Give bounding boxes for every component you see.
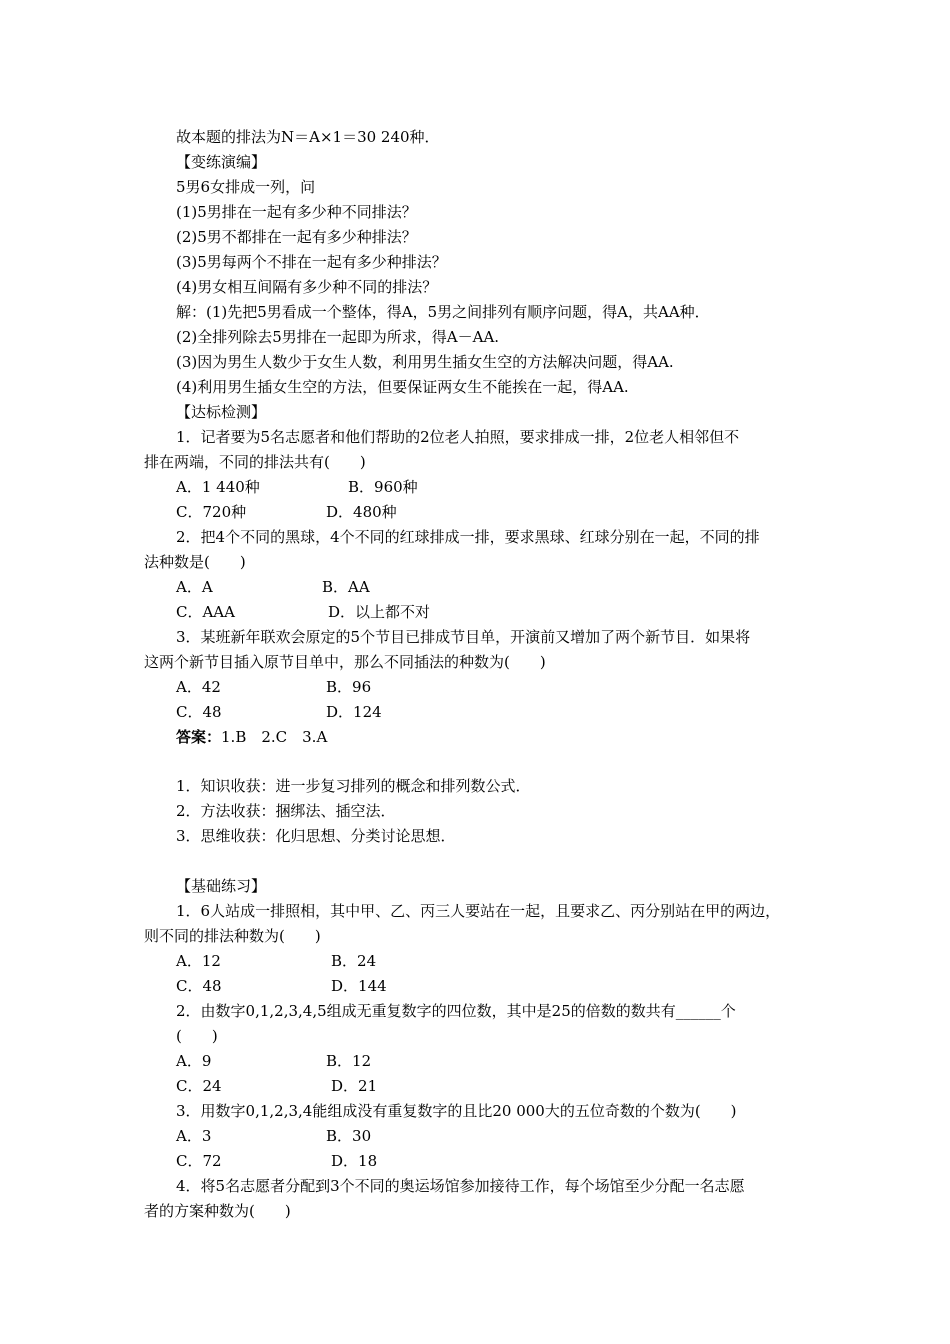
option-c: C．72 — [176, 1152, 222, 1170]
option-b: B．24 — [331, 952, 377, 970]
option-d: D．124 — [326, 703, 382, 721]
option-c: C．720种 — [176, 503, 247, 521]
answer-text: 1.B 2.C 3.A — [221, 728, 328, 746]
option-c: C．24 — [176, 1077, 222, 1095]
option-row — [176, 1149, 856, 1173]
question-text: 法种数是( ) — [144, 553, 246, 571]
question-text: 3．某班新年联欢会原定的5个节目已排成节目单，开演前又增加了两个新节目．如果将 — [176, 628, 751, 646]
option-row — [176, 575, 856, 599]
text-line: (1)5男排在一起有多少种不同排法？ — [176, 203, 417, 221]
option-d: D．21 — [331, 1077, 378, 1095]
summary-line: 1．知识收获：进一步复习排列的概念和排列数公式． — [176, 777, 531, 795]
option-d: D．18 — [331, 1152, 378, 1170]
question-text: 排在两端，不同的排法共有( ) — [144, 453, 366, 471]
option-a: A．1 440种 — [176, 478, 260, 496]
question-text: 者的方案种数为( ) — [144, 1202, 291, 1220]
option-b: B．AA — [322, 578, 370, 596]
summary-line: 3．思维收获：化归思想、分类讨论思想． — [176, 827, 456, 845]
option-b: B．960种 — [348, 478, 418, 496]
text-line: (2)全排列除去5男排在一起即为所求，得A－AA. — [176, 328, 500, 346]
option-row — [176, 1124, 856, 1148]
question-text: 4．将5名志愿者分配到3个不同的奥运场馆参加接待工作，每个场馆至少分配一名志愿 — [176, 1177, 745, 1195]
option-row — [176, 1074, 856, 1098]
text-line: 解：(1)先把5男看成一个整体，得A，5男之间排列有顺序问题，得A，共AA种． — [176, 303, 710, 321]
question-text: ( ) — [176, 1027, 218, 1045]
text-line: (4)利用男生插女生空的方法，但要保证两女生不能挨在一起，得AA. — [176, 378, 629, 396]
question-text: 3．用数字0,1,2,3,4能组成没有重复数字的且比20 000大的五位奇数的个数为( ) — [176, 1102, 737, 1120]
option-a: A．42 — [176, 678, 221, 696]
text-line: (2)5男不都排在一起有多少种排法？ — [176, 228, 417, 246]
option-a: A．9 — [176, 1052, 212, 1070]
question-text: 1．记者要为5名志愿者和他们帮助的2位老人拍照，要求排成一排，2位老人相邻但不 — [176, 428, 740, 446]
option-row — [176, 700, 856, 724]
question-text: 2．由数字0,1,2,3,4,5组成无重复数字的四位数，其中是25的倍数的数共有______个 — [176, 1002, 736, 1020]
question-text: 2．把4个不同的黑球，4个不同的红球排成一排，要求黑球、红球分别在一起，不同的排 — [176, 528, 760, 546]
option-row — [176, 949, 856, 973]
text-line: (3)因为男生人数少于女生人数，利用男生插女生空的方法解决问题，得AA. — [176, 353, 674, 371]
section-heading: 【变练演编】 — [176, 153, 267, 171]
text-line: (3)5男每两个不排在一起有多少种排法？ — [176, 253, 447, 271]
option-row — [176, 475, 856, 499]
option-row — [176, 1049, 856, 1073]
option-c: C．48 — [176, 703, 222, 721]
option-row — [176, 500, 856, 524]
option-d: D．144 — [331, 977, 387, 995]
option-row — [176, 974, 856, 998]
answer-line — [176, 725, 856, 749]
section-heading: 【达标检测】 — [176, 403, 267, 421]
text-line: (4)男女相互间隔有多少种不同的排法？ — [176, 278, 438, 296]
text-line: 故本题的排法为N＝A×1＝30 240种． — [176, 128, 440, 146]
option-c: C．48 — [176, 977, 222, 995]
question-text: 这两个新节目插入原节目单中，那么不同插法的种数为( ) — [144, 653, 546, 671]
summary-line: 2．方法收获：捆绑法、插空法． — [176, 802, 396, 820]
option-a: A．A — [176, 578, 213, 596]
option-d: D．以上都不对 — [328, 603, 431, 621]
option-a: A．12 — [176, 952, 221, 970]
option-row — [176, 675, 856, 699]
question-text: 则不同的排法种数为( ) — [144, 927, 321, 945]
text-line: 5男6女排成一列，问 — [176, 178, 316, 196]
option-b: B．96 — [326, 678, 372, 696]
question-text: 1．6人站成一排照相，其中甲、乙、丙三人要站在一起，且要求乙、丙分别站在甲的两边， — [176, 902, 781, 920]
option-b: B．12 — [326, 1052, 372, 1070]
option-row — [176, 600, 856, 624]
option-b: B．30 — [326, 1127, 372, 1145]
option-c: C．AAA — [176, 603, 235, 621]
section-heading: 【基础练习】 — [176, 877, 267, 895]
option-a: A．3 — [176, 1127, 212, 1145]
answer-label: 答案： — [176, 728, 222, 746]
option-d: D．480种 — [326, 503, 397, 521]
